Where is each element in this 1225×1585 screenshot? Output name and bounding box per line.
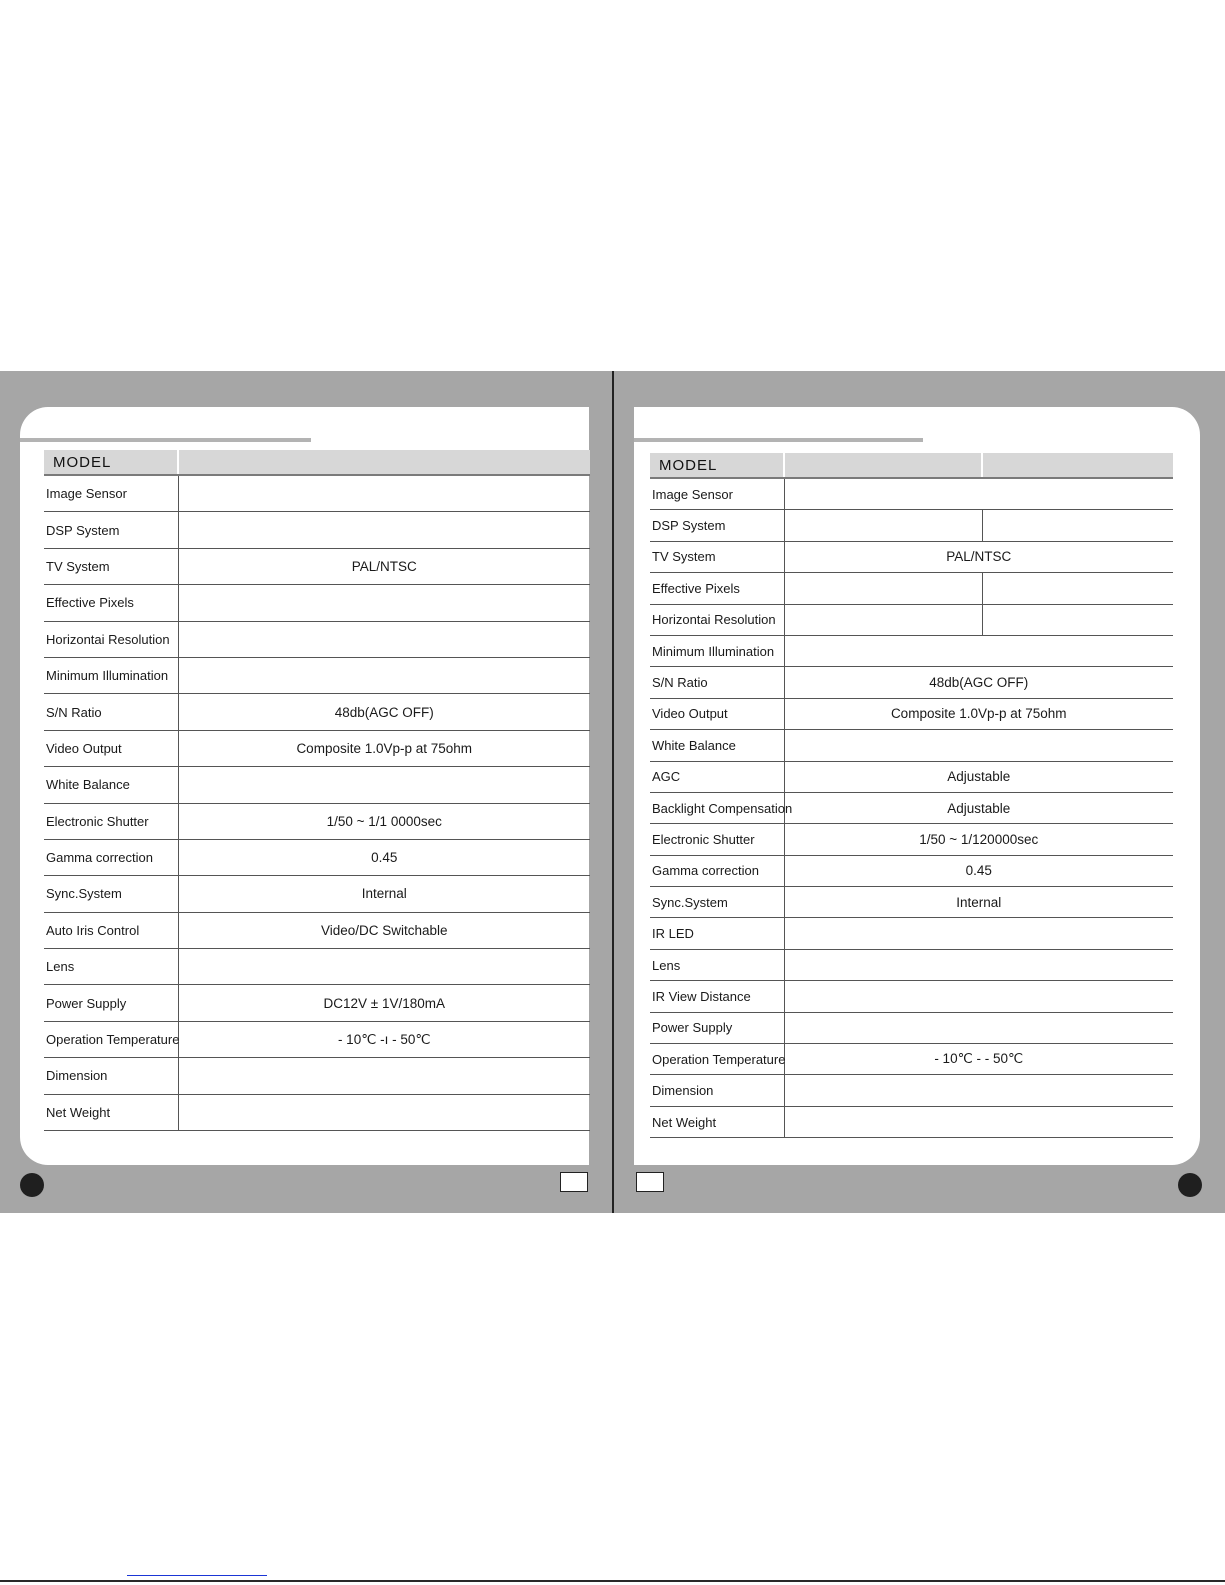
spec-label: Effective Pixels bbox=[650, 573, 784, 604]
table-row bbox=[650, 604, 1173, 635]
spec-value bbox=[784, 1106, 1173, 1137]
spec-label: S/N Ratio bbox=[44, 694, 178, 730]
spec-value bbox=[784, 1075, 1173, 1106]
spec-label: TV System bbox=[44, 548, 178, 584]
spec-value bbox=[178, 657, 590, 693]
spec-value bbox=[784, 635, 1173, 666]
spec-value: 1/50 ~ 1/120000sec bbox=[784, 824, 1173, 855]
table-row bbox=[650, 792, 1173, 823]
model-value-header-b bbox=[982, 453, 1173, 478]
table-row bbox=[44, 512, 590, 548]
table-row bbox=[650, 761, 1173, 792]
left-page-number-box bbox=[560, 1172, 588, 1192]
spec-label: Sync.System bbox=[44, 876, 178, 912]
spec-value: Adjustable bbox=[784, 761, 1173, 792]
model-value-header bbox=[178, 450, 590, 475]
spec-value: PAL/NTSC bbox=[784, 541, 1173, 572]
spec-value bbox=[784, 1012, 1173, 1043]
right-page-number-box bbox=[636, 1172, 664, 1192]
spec-label: Horizontai Resolution bbox=[44, 621, 178, 657]
table-row bbox=[650, 478, 1173, 510]
spec-label: Dimension bbox=[44, 1058, 178, 1094]
table-row bbox=[44, 803, 590, 839]
footer-link-underline bbox=[127, 1575, 267, 1576]
right-page-card bbox=[634, 407, 1200, 1165]
spec-label: Effective Pixels bbox=[44, 585, 178, 621]
spec-label: TV System bbox=[650, 541, 784, 572]
table-row bbox=[650, 887, 1173, 918]
spec-value: 48db(AGC OFF) bbox=[784, 667, 1173, 698]
spec-label: Minimum Illumination bbox=[44, 657, 178, 693]
model-header: MODEL bbox=[650, 453, 784, 478]
spec-value-a bbox=[784, 573, 982, 604]
spec-label: Net Weight bbox=[650, 1106, 784, 1137]
left-title-bar bbox=[20, 438, 311, 442]
spec-value: 0.45 bbox=[178, 839, 590, 875]
model-value-header-a bbox=[784, 453, 982, 478]
spec-label: Image Sensor bbox=[44, 475, 178, 512]
spec-value bbox=[784, 730, 1173, 761]
spec-value bbox=[784, 981, 1173, 1012]
table-row bbox=[650, 635, 1173, 666]
spec-value-b bbox=[982, 604, 1173, 635]
spec-value: PAL/NTSC bbox=[178, 548, 590, 584]
spec-value: Composite 1.0Vp-p at 75ohm bbox=[784, 698, 1173, 729]
spec-value bbox=[784, 949, 1173, 980]
spec-label: Dimension bbox=[650, 1075, 784, 1106]
table-row bbox=[44, 985, 590, 1021]
left-spec-table bbox=[44, 450, 590, 1131]
spec-value: Video/DC Switchable bbox=[178, 912, 590, 948]
table-row bbox=[650, 824, 1173, 855]
table-row bbox=[650, 573, 1173, 604]
spec-value bbox=[178, 1058, 590, 1094]
table-row bbox=[44, 839, 590, 875]
spec-value: Adjustable bbox=[784, 792, 1173, 823]
spec-value bbox=[178, 621, 590, 657]
table-row bbox=[44, 912, 590, 948]
spec-value bbox=[178, 949, 590, 985]
spec-label: Power Supply bbox=[650, 1012, 784, 1043]
spec-value bbox=[178, 585, 590, 621]
spec-value bbox=[178, 1094, 590, 1130]
bottom-rule bbox=[0, 1580, 1225, 1582]
table-row bbox=[44, 621, 590, 657]
spec-label: Image Sensor bbox=[650, 478, 784, 510]
table-header-row bbox=[650, 453, 1173, 478]
spec-label: Gamma correction bbox=[650, 855, 784, 886]
table-row bbox=[44, 949, 590, 985]
table-row bbox=[650, 855, 1173, 886]
spec-label: Net Weight bbox=[44, 1094, 178, 1130]
spec-label: White Balance bbox=[650, 730, 784, 761]
spec-label: Electronic Shutter bbox=[44, 803, 178, 839]
spec-value-b bbox=[982, 573, 1173, 604]
table-row bbox=[650, 730, 1173, 761]
spec-label: DSP System bbox=[650, 510, 784, 541]
left-page-card bbox=[20, 407, 589, 1165]
spine-divider bbox=[612, 371, 614, 1213]
spec-label: AGC bbox=[650, 761, 784, 792]
table-row bbox=[650, 949, 1173, 980]
table-row bbox=[650, 541, 1173, 572]
table-row bbox=[44, 767, 590, 803]
right-spec-table bbox=[650, 453, 1173, 1138]
spec-label: Operation Temperature bbox=[650, 1044, 784, 1075]
right-title-bar bbox=[634, 438, 923, 442]
spec-value bbox=[178, 512, 590, 548]
spec-value: 1/50 ~ 1/1 0000sec bbox=[178, 803, 590, 839]
table-row bbox=[44, 1058, 590, 1094]
spec-label: Video Output bbox=[650, 698, 784, 729]
spec-value: - 10℃ - - 50℃ bbox=[784, 1044, 1173, 1075]
spec-label: Gamma correction bbox=[44, 839, 178, 875]
table-row bbox=[44, 730, 590, 766]
right-page-dot bbox=[1178, 1173, 1202, 1197]
spec-value bbox=[784, 478, 1173, 510]
spec-value: DC12V ± 1V/180mA bbox=[178, 985, 590, 1021]
spec-label: Lens bbox=[650, 949, 784, 980]
spec-label: IR LED bbox=[650, 918, 784, 949]
spec-label: Operation Temperature bbox=[44, 1021, 178, 1057]
table-row bbox=[44, 876, 590, 912]
spec-label: Auto Iris Control bbox=[44, 912, 178, 948]
table-row bbox=[44, 694, 590, 730]
spec-value bbox=[178, 767, 590, 803]
spec-value bbox=[784, 918, 1173, 949]
spec-value: 48db(AGC OFF) bbox=[178, 694, 590, 730]
spec-label: Sync.System bbox=[650, 887, 784, 918]
table-row bbox=[650, 918, 1173, 949]
spec-label: White Balance bbox=[44, 767, 178, 803]
spec-label: DSP System bbox=[44, 512, 178, 548]
spec-value: Internal bbox=[178, 876, 590, 912]
table-row bbox=[650, 1012, 1173, 1043]
spec-value-b bbox=[982, 510, 1173, 541]
table-row bbox=[44, 475, 590, 512]
table-row bbox=[650, 1075, 1173, 1106]
spec-value: Composite 1.0Vp-p at 75ohm bbox=[178, 730, 590, 766]
table-row bbox=[650, 698, 1173, 729]
spec-label: IR View Distance bbox=[650, 981, 784, 1012]
spec-label: Electronic Shutter bbox=[650, 824, 784, 855]
spec-label: Horizontai Resolution bbox=[650, 604, 784, 635]
table-row bbox=[650, 1106, 1173, 1137]
table-row bbox=[44, 1021, 590, 1057]
spec-label: Video Output bbox=[44, 730, 178, 766]
table-row bbox=[650, 667, 1173, 698]
table-row bbox=[650, 1044, 1173, 1075]
table-row bbox=[44, 1094, 590, 1130]
table-row bbox=[44, 585, 590, 621]
table-header-row bbox=[44, 450, 590, 475]
spec-label: Power Supply bbox=[44, 985, 178, 1021]
spec-value bbox=[178, 475, 590, 512]
spec-label: Minimum Illumination bbox=[650, 635, 784, 666]
table-row bbox=[650, 981, 1173, 1012]
spec-value-a bbox=[784, 604, 982, 635]
model-header: MODEL bbox=[44, 450, 178, 475]
table-row bbox=[44, 548, 590, 584]
left-page-dot bbox=[20, 1173, 44, 1197]
page-spread bbox=[0, 371, 1225, 1213]
spec-value: 0.45 bbox=[784, 855, 1173, 886]
spec-label: S/N Ratio bbox=[650, 667, 784, 698]
spec-label: Lens bbox=[44, 949, 178, 985]
spec-value: - 10℃ -ı - 50℃ bbox=[178, 1021, 590, 1057]
spec-value: Internal bbox=[784, 887, 1173, 918]
table-row bbox=[650, 510, 1173, 541]
table-row bbox=[44, 657, 590, 693]
spec-value-a bbox=[784, 510, 982, 541]
spec-label: Backlight Compensation bbox=[650, 792, 784, 823]
